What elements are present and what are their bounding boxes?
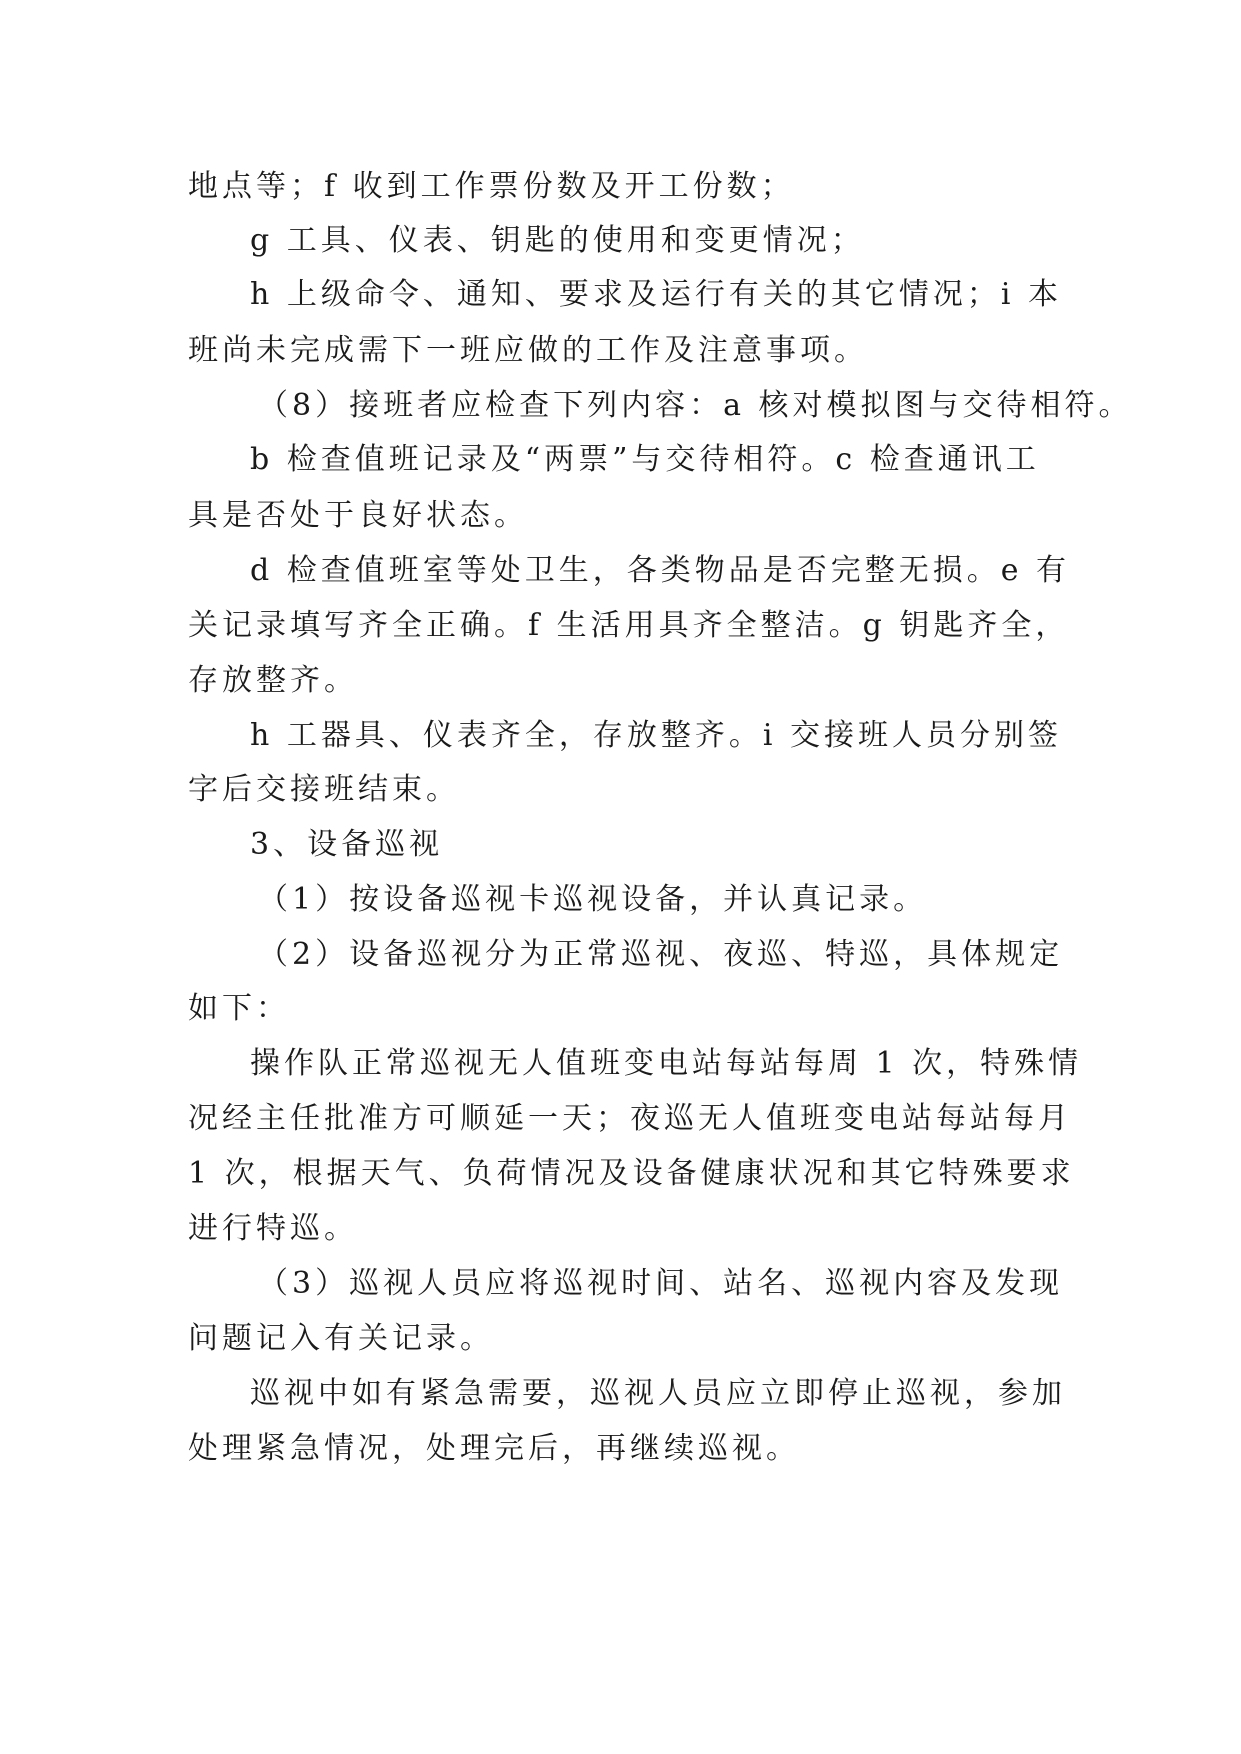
text-line: 处理紧急情况，处理完后，再继续巡视。	[188, 1431, 800, 1466]
text-line: 巡视中如有紧急需要，巡视人员应立即停止巡视，参加	[250, 1376, 1066, 1411]
text-line: d 检查值班室等处卫生，各类物品是否完整无损。e 有	[250, 553, 1071, 588]
text-line: 存放整齐。	[188, 663, 358, 698]
text-line: 班尚未完成需下一班应做的工作及注意事项。	[188, 333, 868, 368]
text-line: 具是否处于良好状态。	[188, 498, 528, 533]
text-line: 进行特巡。	[188, 1211, 358, 1246]
text-line: g 工具、仪表、钥匙的使用和变更情况；	[250, 223, 865, 258]
text-line: h 上级命令、通知、要求及运行有关的其它情况；i 本	[250, 277, 1062, 312]
section-heading: 3、设备巡视	[250, 827, 444, 862]
text-line: 地点等；f 收到工作票份数及开工份数；	[188, 169, 795, 204]
text-line: 问题记入有关记录。	[188, 1321, 494, 1356]
text-line: 关记录填写齐全正确。f 生活用具齐全整洁。g 钥匙齐全，	[188, 608, 1070, 643]
text-line: （1）按设备巡视卡巡视设备，并认真记录。	[258, 882, 928, 917]
text-line: 字后交接班结束。	[188, 772, 460, 807]
text-line: b 检查值班记录及“两票”与交待相符。c 检查通讯工	[250, 442, 1040, 477]
text-line: （2）设备巡视分为正常巡视、夜巡、特巡，具体规定	[258, 937, 1064, 972]
text-line: 如下：	[188, 991, 290, 1026]
text-line: （3）巡视人员应将巡视时间、站名、巡视内容及发现	[258, 1266, 1064, 1301]
text-line: 1 次，根据天气、负荷情况及设备健康状况和其它特殊要求	[188, 1156, 1075, 1191]
text-line: 操作队正常巡视无人值班变电站每站每周 1 次，特殊情	[250, 1046, 1083, 1081]
text-line: h 工器具、仪表齐全，存放整齐。i 交接班人员分别签	[250, 718, 1062, 753]
text-line: 况经主任批准方可顺延一天；夜巡无人值班变电站每站每月	[188, 1101, 1072, 1136]
text-line: （8）接班者应检查下列内容：a 核对模拟图与交待相符。	[258, 388, 1133, 423]
